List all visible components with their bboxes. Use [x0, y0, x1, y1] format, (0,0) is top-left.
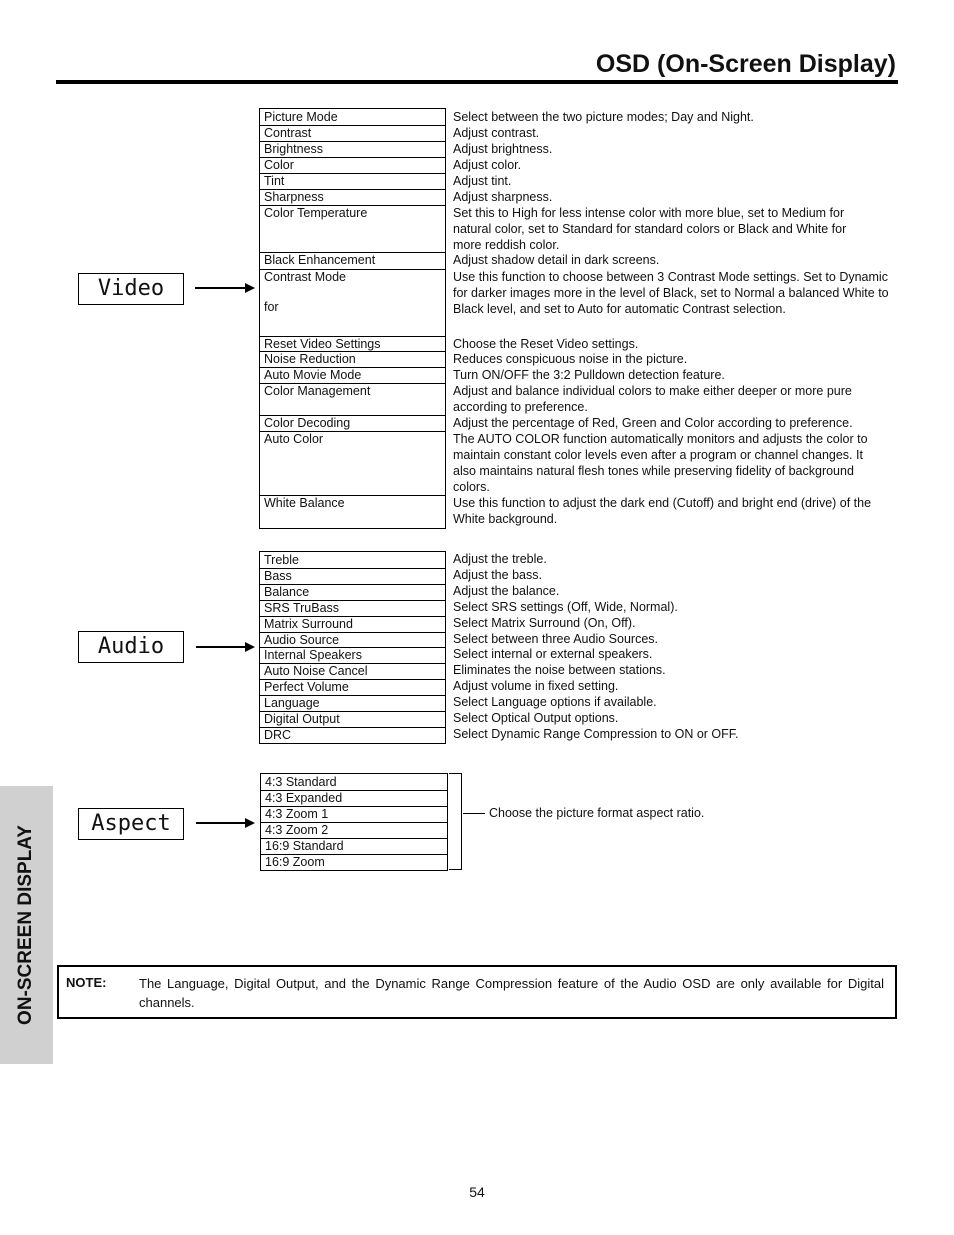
video-items-table — [259, 108, 446, 529]
menu-item: 4:3 Zoom 2 — [261, 823, 447, 839]
note-box — [57, 965, 897, 1019]
aspect-arrow — [196, 822, 253, 824]
audio-arrow — [196, 646, 253, 648]
item-description: Eliminates the noise between stations. — [453, 663, 666, 677]
item-description: Select between three Audio Sources. — [453, 632, 658, 646]
note-label: NOTE: — [66, 975, 107, 990]
menu-item: Audio Source — [260, 633, 445, 648]
menu-item: Color Management — [260, 384, 445, 416]
page-number: 54 — [469, 1184, 485, 1200]
aspect-bracket — [449, 773, 462, 870]
menu-item: Internal Speakers — [260, 648, 445, 664]
item-description: Use this function to adjust the dark end (Cutoff) and bright end (drive) of the White background. — [453, 496, 872, 526]
aspect-items-table — [260, 773, 448, 871]
menu-item: SRS TruBass — [260, 601, 445, 617]
item-description: The AUTO COLOR function automatically monitors and adjusts the color to maintain constant color levels even after a program or channel changes. It also maintains natural flesh tones while preserving fidelity of background colors. — [453, 432, 868, 494]
item-description: Adjust sharpness. — [453, 190, 553, 204]
item-description: Adjust brightness. — [453, 142, 553, 156]
item-description: Turn ON/OFF the 3:2 Pulldown detection feature. — [453, 368, 725, 382]
menu-item: Digital Output — [260, 712, 445, 728]
item-description: Select Language options if available. — [453, 695, 657, 709]
menu-item: Matrix Surround — [260, 617, 445, 633]
item-description: Adjust shadow detail in dark screens. — [453, 253, 660, 267]
menu-item: 4:3 Zoom 1 — [261, 807, 447, 823]
menu-item: Auto Noise Cancel — [260, 664, 445, 680]
menu-item: Treble — [260, 553, 445, 569]
item-description: Select internal or external speakers. — [453, 647, 653, 661]
audio-menu-box: Audio — [78, 631, 184, 663]
menu-item: 4:3 Expanded — [261, 791, 447, 807]
menu-item: Perfect Volume — [260, 680, 445, 696]
menu-item: 16:9 Zoom — [265, 855, 325, 869]
menu-item: Picture Mode — [260, 110, 445, 126]
item-description: Adjust contrast. — [453, 126, 540, 140]
item-description: Reduces conspicuous noise in the picture. — [453, 352, 688, 366]
menu-item: 16:9 Standard — [261, 839, 447, 855]
menu-item: Tint — [260, 174, 445, 190]
menu-item: Black Enhancement — [260, 253, 445, 270]
menu-item: Sharpness — [260, 190, 445, 206]
menu-item: Auto Movie Mode — [260, 368, 445, 384]
aspect-description: Choose the picture format aspect ratio. — [489, 806, 705, 820]
menu-item: Language — [260, 696, 445, 712]
menu-item: Reset Video Settings — [260, 337, 445, 352]
title-rule — [56, 80, 898, 84]
menu-item: Balance — [260, 585, 445, 601]
item-description: Select SRS settings (Off, Wide, Normal). — [453, 600, 678, 614]
side-tab-label: ON-SCREEN DISPLAY — [15, 825, 36, 1025]
item-description: Adjust the bass. — [453, 568, 542, 582]
page-title: OSD (On-Screen Display) — [595, 50, 896, 78]
item-description: Adjust the percentage of Red, Green and Color according to preference. — [453, 416, 853, 430]
menu-item: Noise Reduction — [260, 352, 445, 368]
item-description: Select Matrix Surround (On, Off). — [453, 616, 636, 630]
menu-item: 4:3 Standard — [261, 775, 447, 791]
video-menu-box: Video — [78, 273, 184, 305]
menu-item: Color Temperature — [260, 206, 445, 253]
item-description: Adjust the balance. — [453, 584, 560, 598]
item-description: Adjust and balance individual colors to make either deeper or more pure according to preference. — [453, 384, 852, 414]
menu-item: White Balance — [264, 496, 345, 510]
aspect-bracket-line — [463, 813, 485, 814]
aspect-menu-box: Aspect — [78, 808, 184, 840]
menu-item: Color Decoding — [260, 416, 445, 432]
item-description: Choose the Reset Video settings. — [453, 337, 639, 351]
item-description: Use this function to choose between 3 Contrast Mode settings. Set to Dynamic for darker images more in the level of Black, set to Normal a balanced White to Black level, and set to Auto for automatic Contrast selection. — [453, 270, 889, 316]
menu-item: Color — [260, 158, 445, 174]
item-description: Set this to High for less intense color with more blue, set to Medium for natural color, set to Standard for standard colors or Black and White for more reddish color. — [453, 206, 847, 252]
audio-items-table — [259, 551, 446, 744]
item-description: Select Dynamic Range Compression to ON or OFF. — [453, 727, 739, 741]
menu-item: Contrast — [260, 126, 445, 142]
menu-item: Contrast Mode for — [260, 270, 445, 337]
item-description: Adjust tint. — [453, 174, 512, 188]
menu-item: Brightness — [260, 142, 445, 158]
item-description: Adjust the treble. — [453, 552, 547, 566]
menu-item: Bass — [260, 569, 445, 585]
menu-item: DRC — [264, 728, 292, 742]
note-text: The Language, Digital Output, and the Dynamic Range Compression feature of the Audio OSD are only available for Digital channels. — [139, 976, 884, 1010]
item-description: Adjust volume in fixed setting. — [453, 679, 619, 693]
item-description: Adjust color. — [453, 158, 522, 172]
video-arrow — [195, 287, 253, 289]
item-description: Select Optical Output options. — [453, 711, 619, 725]
item-description: Select between the two picture modes; Day and Night. — [453, 110, 754, 124]
menu-item: Auto Color — [260, 432, 445, 496]
